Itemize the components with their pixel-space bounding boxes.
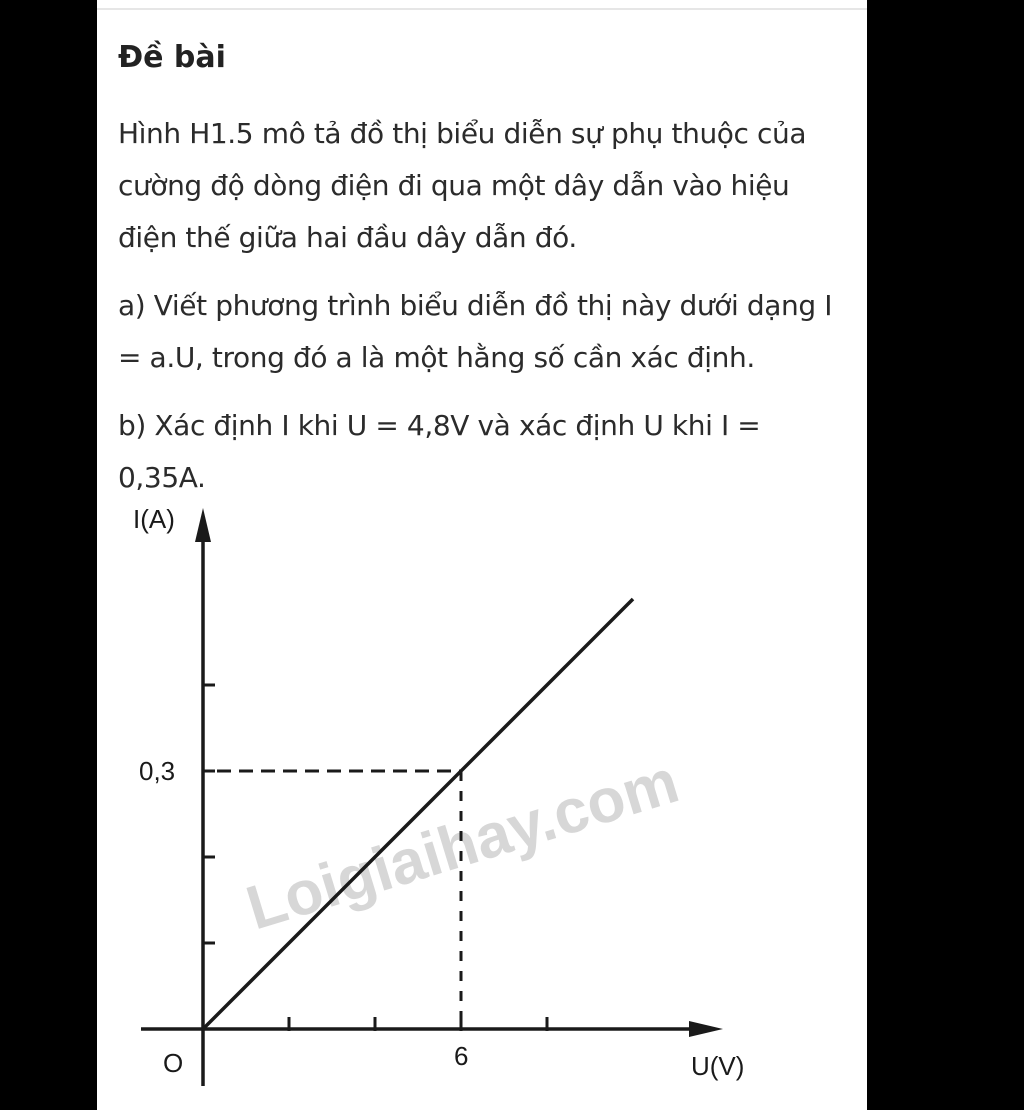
page (97, 0, 867, 1110)
y-ticks (203, 685, 215, 943)
y-axis-label: I(A) (133, 504, 175, 534)
y-axis-arrow (195, 508, 211, 542)
question-b: b) Xác định I khi U = 4,8V và xác định U khi I = 0,35A. (118, 409, 761, 494)
x-axis-label: U(V) (691, 1051, 745, 1081)
y-marked-label: 0,3 (139, 756, 176, 786)
x-axis-arrow (689, 1021, 723, 1037)
iu-graph-figure (97, 490, 867, 1110)
question-a: a) Viết phương trình biểu diễn đồ thị này dưới dạng I = a.U, trong đó a là một hằng số cần xác định. (118, 289, 833, 374)
x-marked-label: 6 (454, 1041, 469, 1071)
problem-statement: Hình H1.5 mô tả đồ thị biểu diễn sự phụ thuộc của cường độ dòng điện đi qua một dây dẫn vào hiệu điện thế giữa hai đầu dây dẫn đó. (118, 117, 807, 254)
exercise-content (118, 36, 853, 520)
top-divider (97, 8, 867, 10)
watermark: Loigiaihay.com (238, 746, 687, 944)
exercise-heading: Đề bài (118, 40, 226, 75)
origin-label: O (163, 1048, 184, 1078)
